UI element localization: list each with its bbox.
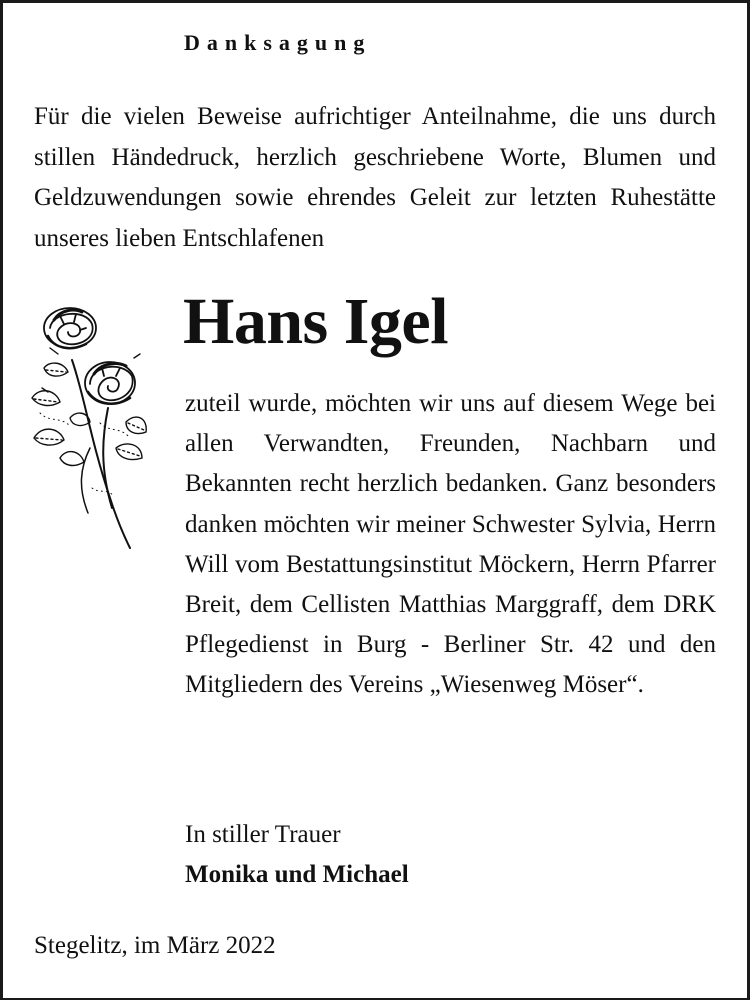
roses-icon — [30, 298, 150, 553]
notice-heading: Danksagung — [184, 30, 372, 55]
deceased-name: Hans Igel — [183, 285, 449, 358]
place-date: Stegelitz, im März 2022 — [34, 932, 276, 959]
thanks-paragraph: zuteil wurde, möchten wir uns auf diesem Wege bei allen Verwandten, Freunden, Nachbarn und Bekannten recht herzlich bedanken. Ganz besonders danken möchten wir meiner Schwester Sylvia, Herrn Will vom Bestattungsinstitut Möckern, Herrn Pfarrer Breit, dem Cellisten Matthias Marggraff, dem DRK Pflegedienst in Burg - Berliner Str. 42 und den Mitgliedern des Vereins „Wiesenweg Möser“. — [185, 390, 716, 699]
signoff-names: Monika und Michael — [185, 861, 409, 888]
signoff-prefix: In stiller Trauer — [185, 821, 341, 848]
intro-paragraph: Für die vielen Beweise aufrichtiger Anteilnahme, die uns durch stillen Händedruck, herzlich geschriebene Worte, Blumen und Geldzuwendungen sowie ehrendes Geleit zur letzten Ruhestätte unseres lieben Entschlafenen — [34, 103, 716, 252]
